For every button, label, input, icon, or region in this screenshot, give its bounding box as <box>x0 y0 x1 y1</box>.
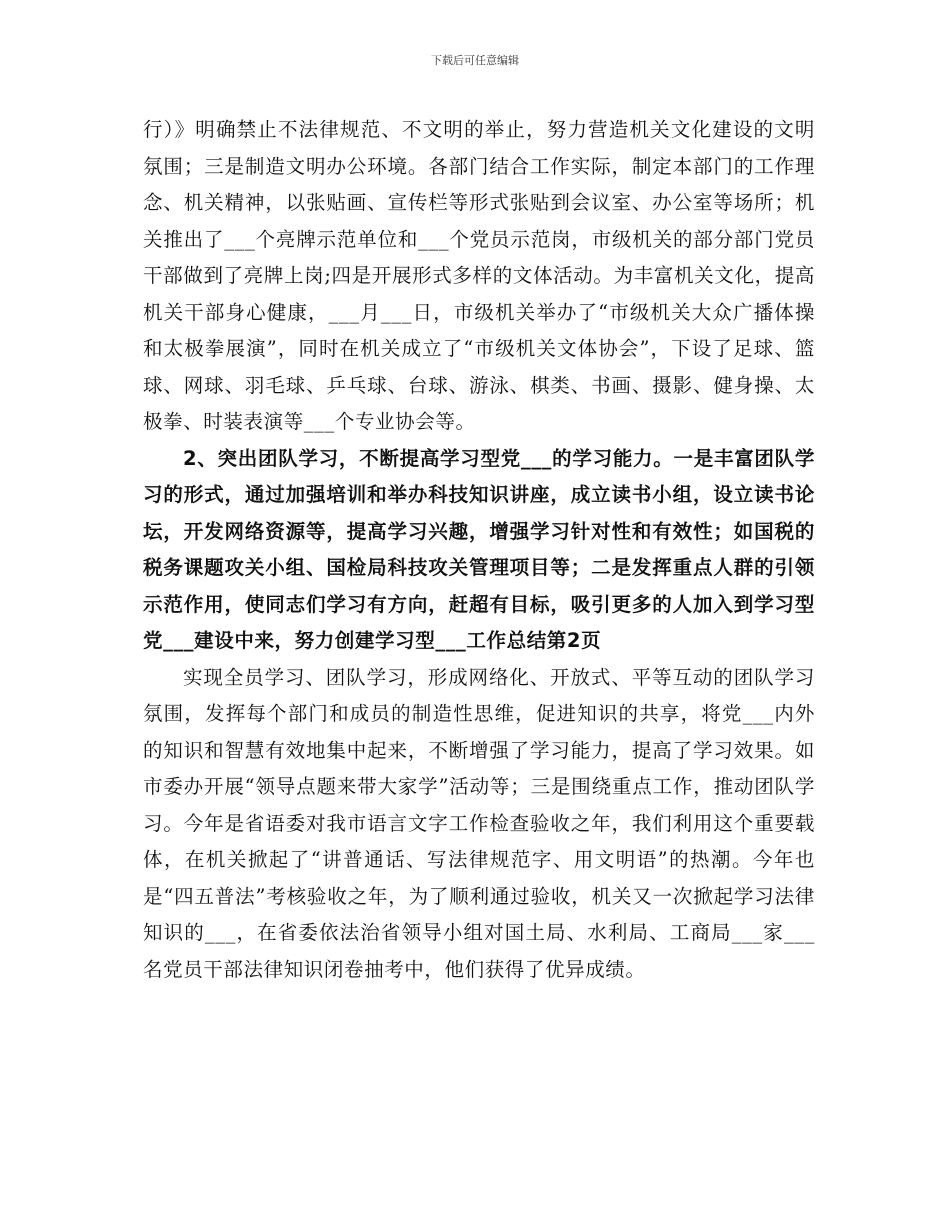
document-body <box>143 112 815 988</box>
paragraph-cultural-activities: 行）》明确禁止不法律规范、不文明的举止，努力营造机关文化建设的文明氛围；三是制造文明办公环境。各部门结合工作实际，制定本部门的工作理念、机关精神，以张贴画、宣传栏等形式张贴到会议室、办公室等场所；机关推出了___个亮牌示范单位和___个党员示范岗，市级机关的部分部门党员干部做到了亮牌上岗;四是开展形式多样的文体活动。为丰富机关文化，提高机关干部身心健康，___月___日，市级机关举办了“市级机关大众广播体操和太极拳展演”，同时在机关成立了“市级机关文体协会”，下设了足球、篮球、网球、羽毛球、乒乓球、台球、游泳、棋类、书画、摄影、健身操、太极拳、时装表演等___个专业协会等。 <box>143 118 815 433</box>
paragraph-learning-results: 实现全员学习、团队学习，形成网络化、开放式、平等互动的团队学习氛围，发挥每个部门和成员的制造性思维，促进知识的共享，将党___内外的知识和智慧有效地集中起来，不断增强了学习能力，提高了学习效果。如市委办开展“领导点题来带大家学”活动等；三是围绕重点工作，推动团队学习。今年是省语委对我市语言文字工作检查验收之年，我们利用这个重要载体，在机关掀起了“讲普通话、写法律规范字、用文明语”的热潮。今年也是“四五普法”考核验收之年，为了顺利通过验收，机关又一次掀起学习法律知识的___，在省委依法治省领导小组对国土局、水利局、工商局___家___名党员干部法律知识闭卷抽考中，他们获得了优异成绩。 <box>143 665 815 981</box>
paragraph-team-learning-heading: 2、突出团队学习，不断提高学习型党___的学习能力。一是丰富团队学习的形式，通过加强培训和举办科技知识讲座，成立读书小组，设立读书论坛，开发网络资源等，提高学习兴趣，增强学习针对性和有效性；如国税的税务课题攻关小组、国检局科技攻关管理项目等；二是发挥重点人群的引领示范作用，使同志们学习有方向，赶超有目标，吸引更多的人加入到学习型党___建设中来，努力创建学习型___工作总结第2页 <box>143 446 815 652</box>
page-header-note: 下载后可任意编辑 <box>431 54 519 67</box>
